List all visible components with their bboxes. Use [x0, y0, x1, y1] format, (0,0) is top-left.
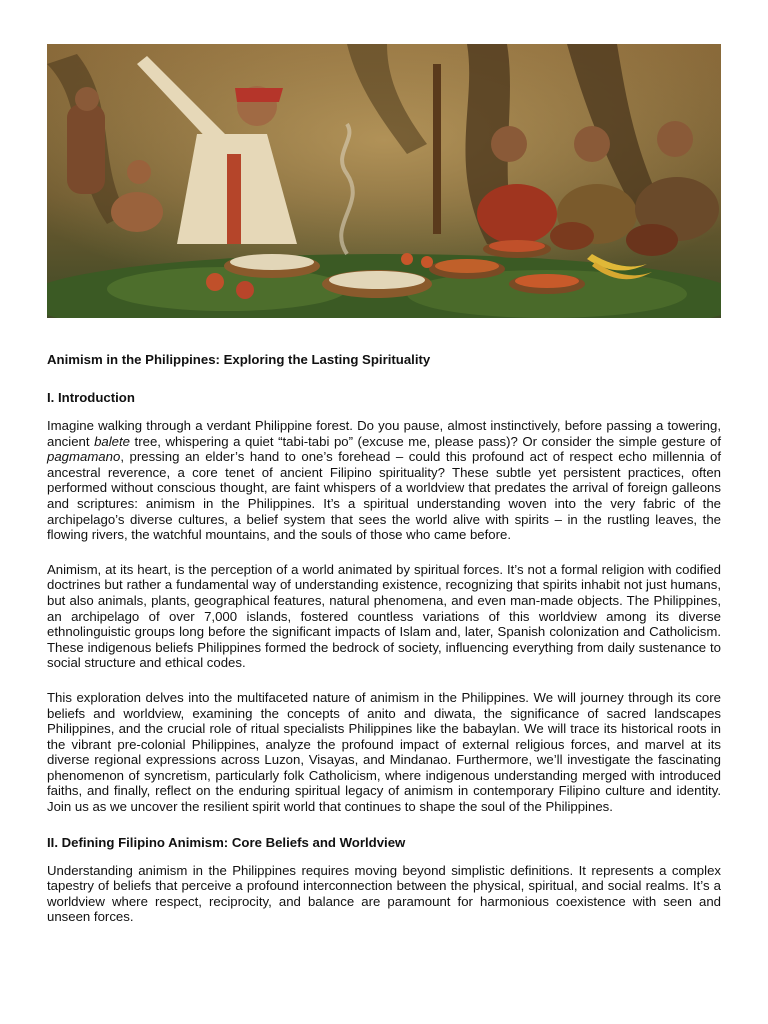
intro-paragraph-3: This exploration delves into the multifaceted nature of animism in the Philippines. We will journey through its core beliefs and worldview, examining the concepts of anito and diwata, the significance of sacred landscapes Philippines, and the crucial role of ritual specialists Philippines like the babaylan. We will trace its historical roots in the vibrant pre-colonial Philippines, analyze the profound impact of external religious forces, and marvel at its diverse regional expressions across Luzon, Visayas, and Mindanao. Furthermore, we’ll investigate the fascinating phenomenon of syncretism, particularly folk Catholicism, where indigenous understanding merged with introduced faiths, and finally, reflect on the enduring spiritual legacy of animism in contemporary Filipino culture and identity. Join us as we uncover the resilient spirit world that continues to shape the soul of the Philippines.	[47, 689, 721, 815]
hero-illustration	[47, 44, 721, 318]
painting-ritual-scene-icon	[47, 44, 721, 318]
pagmamano-term: pagmamano	[47, 449, 121, 465]
intro-paragraph-1	[47, 418, 721, 543]
section-heading-introduction: I. Introduction	[47, 390, 135, 405]
balete-term: balete	[94, 433, 131, 449]
intro-paragraph-1-part-2: tree, whispering a quiet “tabi-tabi po” (excuse me, please pass)? Or consider the simple gesture of	[130, 433, 721, 449]
defining-paragraph-1: Understanding animism in the Philippines requires moving beyond simplistic definitions. It represents a complex tapestry of beliefs that perceive a profound interconnection between the physical, spiritual, and social realms. It’s a worldview where respect, reciprocity, and balance are paramount for harmonious coexistence with seen and unseen forces.	[47, 862, 721, 925]
section-heading-defining-animism: II. Defining Filipino Animism: Core Beliefs and Worldview	[47, 834, 406, 850]
intro-paragraph-1-part-1: Imagine walking through a verdant Philippine forest. Do you pause, almost instinctively, before passing a towering, ancient	[47, 418, 721, 449]
intro-paragraph-2: Animism, at its heart, is the perception of a world animated by spiritual forces. It’s not a formal religion with codified doctrines but rather a fundamental way of understanding existence, recognizing that spirits inhabit not just humans, but also animals, plants, geographical features, natural phenomena, and even man-made objects. The Philippines, an archipelago of over 7,000 islands, fostered countless variations of this worldview among its diverse ethnolinguistic groups long before the significant impacts of Islam and, later, Spanish colonization and Catholicism. These indigenous beliefs Philippines formed the bedrock of society, influencing everything from daily sustenance to social structure and ethical codes.	[47, 561, 721, 671]
article-body	[47, 351, 721, 944]
intro-paragraph-1-part-3: , pressing an elder’s hand to one’s forehead – could this profound act of respect echo millennia of ancestral reverence, a core tenet of ancient Filipino spirituality? These subtle yet persistent practices, often performed without conscious thought, are faint whispers of a worldview that predates the arrival of foreign galleons and scriptures: animism in the Philippines. It’s a spiritual understanding woven into the very fabric of the archipelago’s diverse cultures, a belief system that sees the world alive with spirits – in the rustling leaves, the flowing rivers, the watchful mountains, and the souls of those who came before.	[47, 449, 721, 543]
document-title: Animism in the Philippines: Exploring the Lasting Spirituality	[47, 352, 431, 367]
